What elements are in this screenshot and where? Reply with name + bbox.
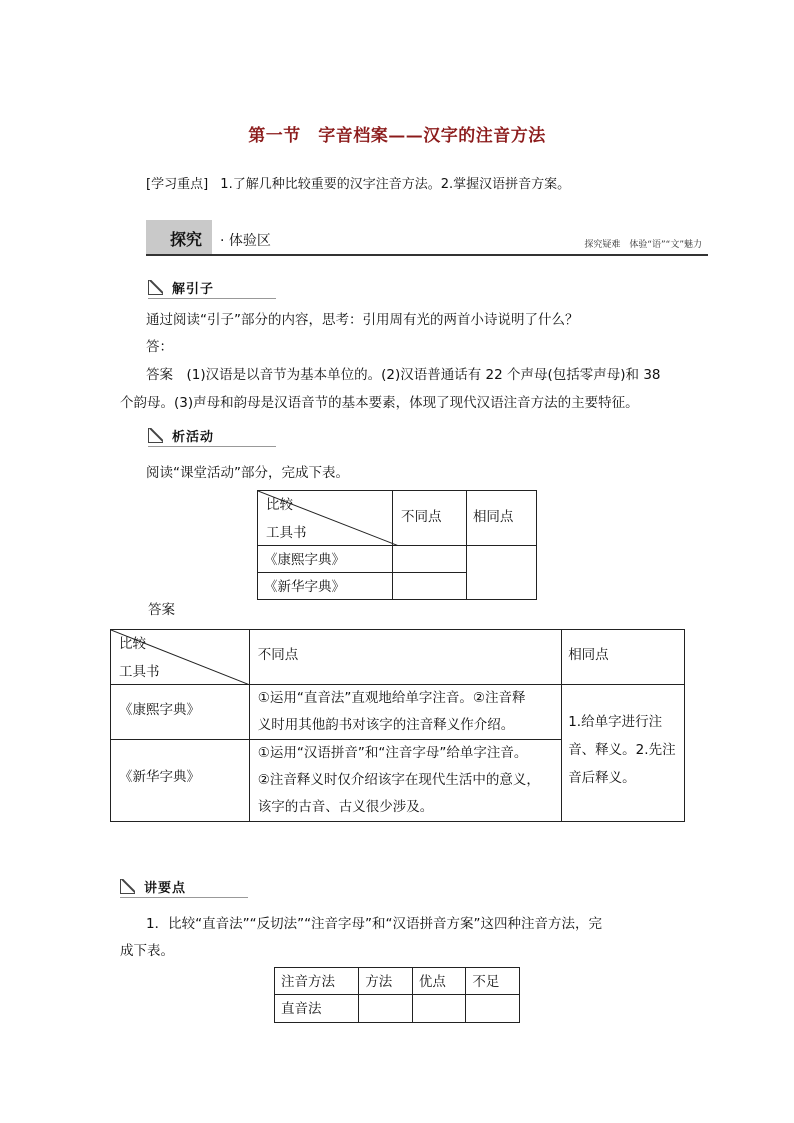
table-row-label: 《康熙字典》: [111, 685, 250, 740]
cell-line: ①运用“汉语拼音”和“注音字母”给单字注音。: [257, 745, 528, 761]
section-header-intro: [148, 278, 276, 299]
table-cell-empty: [466, 995, 520, 1023]
points-text-line2: 成下表。: [120, 943, 174, 959]
activity-table-answer: [110, 629, 685, 822]
cell-line: 1.给单字进行注: [568, 714, 663, 730]
cell-line: 义时用其他韵书对该字的注音释义作介绍。: [257, 717, 515, 733]
corner-label-bottom: 工具书: [266, 525, 307, 541]
answer-label: 答案: [148, 602, 175, 618]
section-marker-icon: [148, 280, 163, 295]
study-focus-tag: [学习重点]: [146, 177, 209, 192]
table-header-diff: 不同点: [393, 491, 467, 546]
table-corner-cell: [111, 630, 250, 685]
table-cell-empty: [412, 995, 466, 1023]
table-row-label: 直音法: [275, 995, 359, 1023]
banner-subtitle: · 体验区: [220, 233, 271, 249]
banner-title: 探究: [170, 230, 203, 249]
table-row-label: 《新华字典》: [111, 740, 250, 822]
table-cell-empty: [393, 546, 467, 573]
page-title: 第一节 字音档案——汉字的注音方法: [248, 126, 546, 146]
table-header-diff: 不同点: [249, 630, 561, 685]
table-cell-diff: [249, 740, 561, 822]
corner-label-bottom: 工具书: [119, 664, 160, 680]
answer-text-line2: 个韵母。(3)声母和韵母是汉语音节的基本要素，体现了现代汉语注音方法的主要特征。: [120, 395, 639, 411]
banner-tagline: 探究疑难 体验“语”“文”魅力: [584, 240, 702, 250]
cell-line: 音、释义。2.先注: [568, 742, 676, 758]
table-cell-same: [562, 685, 685, 822]
points-text-line1: 1．比较“直音法”“反切法”“注音字母”和“汉语拼音方案”这四种注音方法，完: [146, 916, 603, 932]
table-header: 不足: [466, 968, 520, 995]
table-corner-cell: [258, 491, 393, 546]
cell-line: 该字的古音、古义很少涉及。: [257, 799, 434, 815]
table-row-label: 《康熙字典》: [258, 546, 393, 573]
corner-label-top: 比较: [266, 497, 293, 513]
corner-label-top: 比较: [119, 636, 146, 652]
answer-text-line1: 答案 (1)汉语是以音节为基本单位的。(2)汉语普通话有 22 个声母(包括零声母)和 38: [146, 367, 661, 383]
activity-table-blank: [257, 490, 537, 600]
cell-line: ②注音释义时仅介绍该字在现代生活中的意义，: [257, 772, 540, 788]
table-header: 方法: [359, 968, 413, 995]
section-label: 解引子: [172, 282, 215, 297]
activity-instruction: 阅读“课堂活动”部分，完成下表。: [146, 465, 349, 481]
method-table: [274, 967, 520, 1023]
table-header-same: 相同点: [562, 630, 685, 685]
intro-question: 通过阅读“引子”部分的内容，思考：引用周有光的两首小诗说明了什么？: [146, 312, 579, 328]
cell-line: 音后释义。: [568, 770, 636, 786]
answer-prompt: 答：: [146, 339, 173, 355]
study-focus: [146, 173, 570, 192]
table-cell-empty: [393, 573, 467, 600]
section-marker-icon: [148, 428, 163, 443]
section-label: 析活动: [172, 430, 215, 445]
table-cell-diff: [249, 685, 561, 740]
section-label: 讲要点: [144, 881, 187, 896]
table-cell-empty: [466, 546, 536, 600]
table-header: 注音方法: [275, 968, 359, 995]
table-row-label: 《新华字典》: [258, 573, 393, 600]
table-header: 优点: [412, 968, 466, 995]
section-header-activity: [148, 426, 276, 447]
table-header-same: 相同点: [466, 491, 536, 546]
section-header-points: [120, 877, 248, 898]
study-focus-text: 1.了解几种比较重要的汉字注音方法。2.掌握汉语拼音方案。: [220, 177, 571, 192]
cell-line: ①运用“直音法”直观地给单字注音。②注音释: [257, 690, 526, 706]
table-cell-empty: [359, 995, 413, 1023]
section-banner: [146, 220, 708, 256]
section-marker-icon: [120, 879, 135, 894]
